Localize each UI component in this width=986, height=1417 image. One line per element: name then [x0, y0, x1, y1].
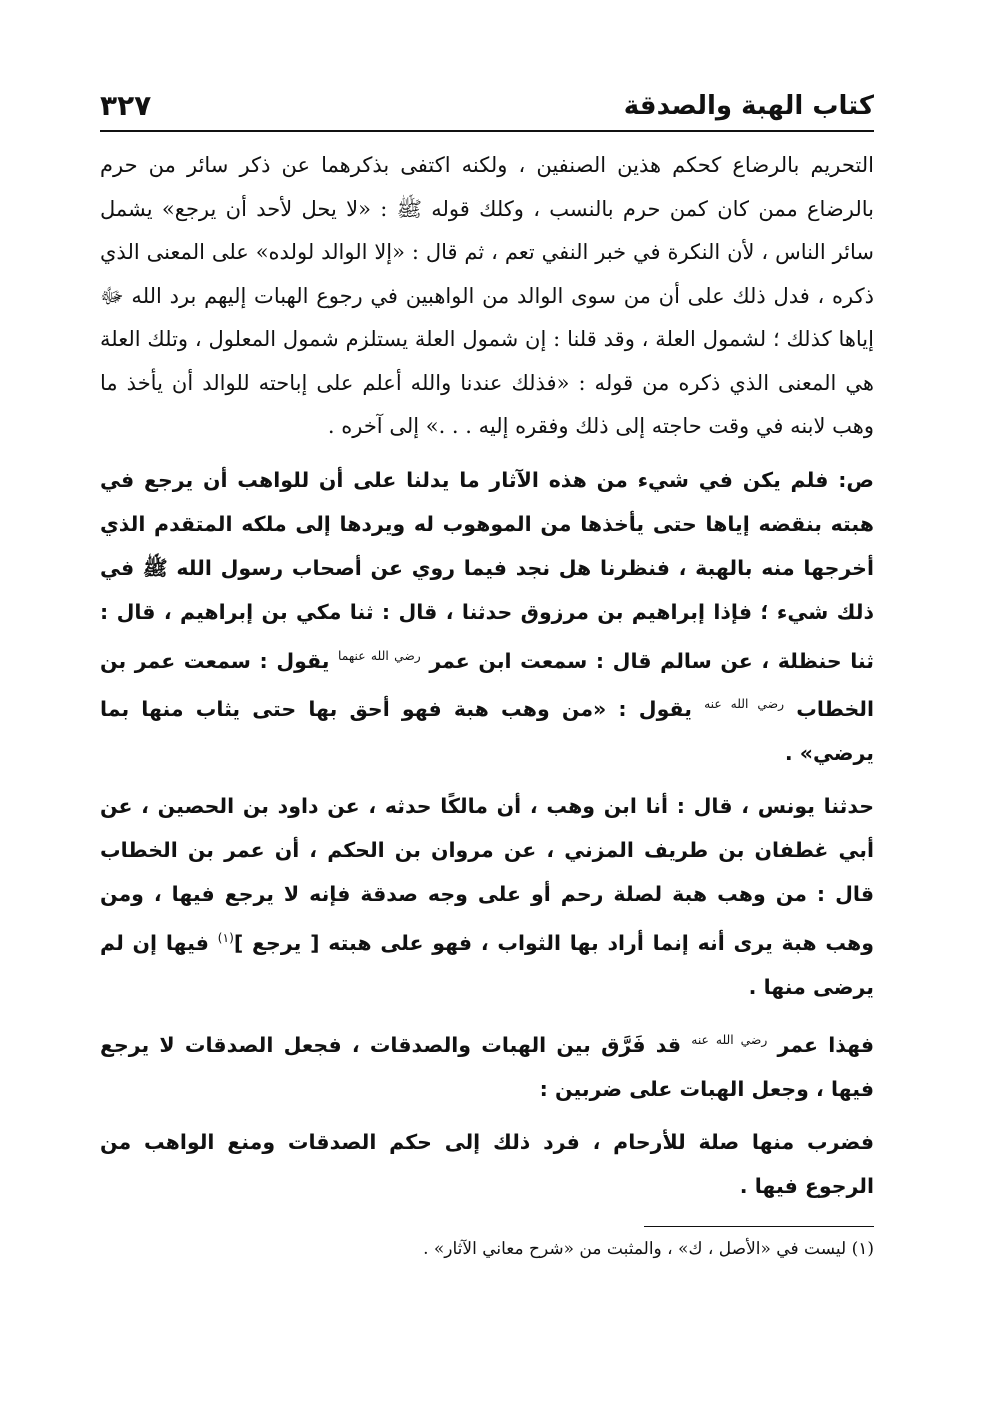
honorific-mark: رضي الله عنه [691, 1032, 768, 1047]
body-text [100, 144, 874, 1208]
paragraph-text-rest: قد فَرَّق بين الهبات والصدقات ، فجعل الصدقات لا يرجع فيها ، وجعل الهبات على ضربين : [100, 1032, 874, 1101]
page [100, 80, 874, 1265]
paragraph-text-start: فهذا عمر [777, 1032, 875, 1057]
paragraph-text-tail: يقول : «من وهب هبة فهو أحق بها حتى يثاب منها بما يرضي» . [100, 697, 874, 766]
running-title: كتاب الهبة والصدقة [623, 91, 874, 121]
paragraph-first-kind: فضرب منها صلة للأرحام ، فرد ذلك إلى حكم الصدقات ومنع الواهب من الرجوع فيها . [100, 1129, 874, 1198]
paragraph-text-before-ref: حدثنا يونس ، قال : أنا ابن وهب ، أن مالكًا حدثه ، عن داود بن الحصين ، عن أبي غطفان بن طريف المزني ، عن مروان بن الحكم ، أن عمر بن الخطاب قال : من وهب هبة لصلة رحم أو على وجه صدقة فإنه لا يرجع فيها ، ومن وهب هبة يرى أنه إنما أراد بها الثواب ، فهو على هبته [ يرجع ] [100, 794, 874, 955]
footnote-divider [644, 1226, 874, 1227]
paragraph-commentary: التحريم بالرضاع كحكم هذين الصنفين ، ولكنه اكتفى بذكرهما عن ذكر سائر من حرم بالرضاع ممن كان كمن حرم بالنسب ، وكلك قوله ﷺ : «لا يحل لأحد أن يرجع» يشمل سائر الناس ، لأن النكرة في خبر النفي تعم ، ثم قال : «إلا الوالد لولده» على المعنى الذي ذكره ، فدل ذلك على أن من سوى الوالد من الواهبين في رجوع الهبات إليهم برد الله ﷻ إياها كذلك ؛ لشمول العلة ، وقد قلنا : إن شمول العلة يستلزم شمول المعلول ، وتلك العلة هي المعنى الذي ذكره من قوله : «فذلك عندنا والله أعلم على إباحته للوالد أن يأخذ ما وهب لابنه في وقت حاجته إلى ذلك وفقره إليه . . .» إلى آخره . [100, 153, 874, 438]
paragraph-hadith-yunus [100, 784, 874, 1009]
honorific-mark: رضي الله عنهما [338, 648, 421, 663]
paragraph-text-athar [100, 458, 874, 776]
footnote: (١) ليست في «الأصل ، ك» ، والمثبت من «شرح معاني الآثار» . [423, 1238, 874, 1259]
honorific-mark: رضي الله عنه [704, 697, 785, 712]
paragraph-text-middle: يقول : سمعت عمر بن الخطاب [100, 648, 874, 722]
paragraph-umar-distinction [100, 1018, 874, 1111]
page-header [100, 80, 874, 132]
paragraph-text-after-ref: فيها إن لم يرضى منها . [100, 930, 874, 999]
footnote-reference[interactable]: (١) [217, 931, 234, 946]
page-number: ٣٢٧ [100, 89, 152, 122]
paragraph-text-lead: ص: فلم يكن في شيء من هذه الآثار ما يدلنا على أن للواهب أن يرجع في هبته بنقضه إياها حتى يأخذها من الموهوب له ويردها إلى ملكه المتقدم الذي أخرجها منه بالهبة ، فنظرنا هل نجد فيما روي عن أصحاب رسول الله ﷺ في ذلك شيء ؛ فإذا إبراهيم بن مرزوق حدثنا ، قال : ثنا مكي بن إبراهيم ، قال : ثنا حنظلة ، عن سالم قال : سمعت ابن عمر [100, 467, 874, 673]
